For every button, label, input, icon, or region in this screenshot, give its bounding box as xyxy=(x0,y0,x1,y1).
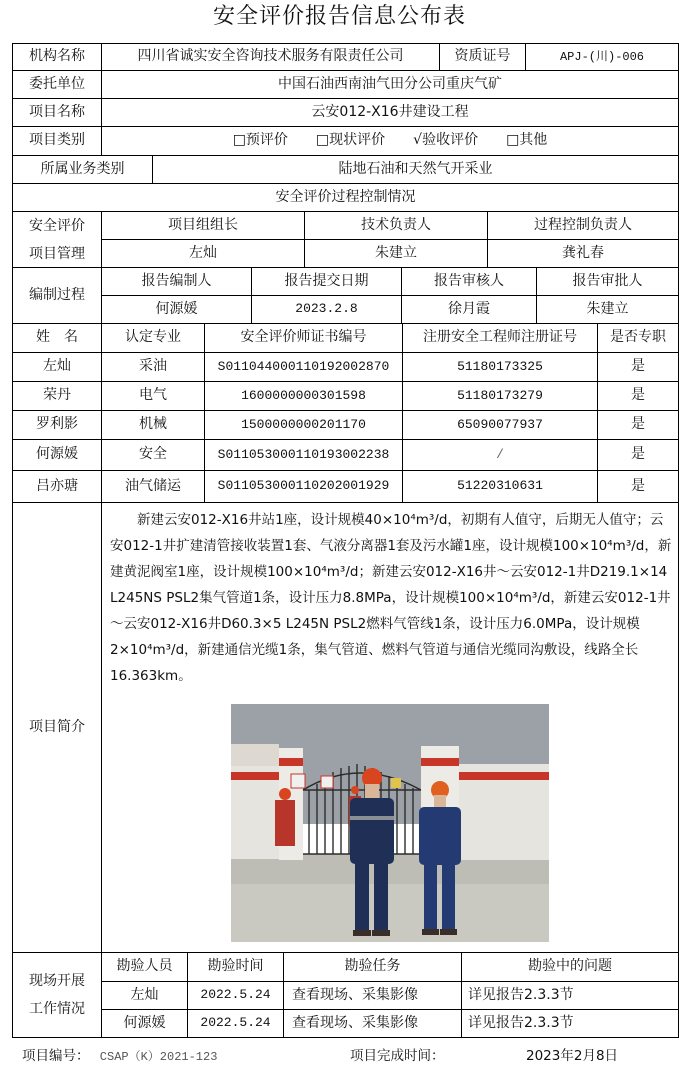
site-header-task: 勘验任务 xyxy=(283,952,462,982)
staff-header-fulltime: 是否专职 xyxy=(597,323,679,353)
type-label: 项目类别 xyxy=(12,126,102,156)
compilation-header-date: 报告提交日期 xyxy=(251,267,402,296)
process-heading: 安全评价过程控制情况 xyxy=(12,183,679,212)
staff-row-1-cert: S011044000110192002870 xyxy=(204,352,403,382)
org-value: 四川省诚实安全咨询技术服务有限责任公司 xyxy=(101,43,440,71)
staff-row-2-name: 荣丹 xyxy=(12,381,102,411)
org-label: 机构名称 xyxy=(12,43,102,71)
staff-header-major: 认定专业 xyxy=(101,323,205,353)
staff-row-1-major: 采油 xyxy=(101,352,205,382)
cert-label: 资质证号 xyxy=(439,43,526,71)
staff-row-4-reg: / xyxy=(402,439,598,471)
staff-row-3-cert: 1500000000201170 xyxy=(204,410,403,440)
site-row-2-inspector: 何源媛 xyxy=(101,1009,188,1038)
staff-row-1-fulltime: 是 xyxy=(597,352,679,382)
client-label: 委托单位 xyxy=(12,70,102,99)
management-header-control: 过程控制负责人 xyxy=(487,211,679,240)
staff-row-4-name: 何源媛 xyxy=(12,439,102,471)
staff-row-2-fulltime: 是 xyxy=(597,381,679,411)
staff-header-cert: 安全评价师证书编号 xyxy=(204,323,403,353)
footer-project-no xyxy=(22,1044,217,1064)
type-option-acceptance: √验收评价 xyxy=(413,132,479,149)
staff-row-5-fulltime: 是 xyxy=(597,470,679,503)
staff-row-5-cert: S011053000110202001929 xyxy=(204,470,403,503)
staff-row-4-major: 安全 xyxy=(101,439,205,471)
compilation-value-date: 2023.2.8 xyxy=(251,295,402,324)
management-value-tech: 朱建立 xyxy=(304,239,488,268)
management-value-leader: 左灿 xyxy=(101,239,305,268)
type-option-current: □现状评价 xyxy=(315,132,386,149)
site-row-1-time: 2022.5.24 xyxy=(187,981,284,1010)
type-options xyxy=(101,126,679,156)
staff-row-4-fulltime: 是 xyxy=(597,439,679,471)
project-label: 项目名称 xyxy=(12,98,102,127)
staff-header-name: 姓 名 xyxy=(12,323,102,353)
staff-row-2-cert: 1600000000301598 xyxy=(204,381,403,411)
compilation-value-author: 何源媛 xyxy=(101,295,252,324)
footer-project-no-label: 项目编号： xyxy=(22,1048,90,1064)
site-header-issues: 勘验中的问题 xyxy=(461,952,679,982)
compilation-header-reviewer: 报告审核人 xyxy=(401,267,537,296)
type-option-pre: □预评价 xyxy=(232,132,288,149)
type-option-other: □其他 xyxy=(506,132,548,149)
staff-row-5-name: 吕亦瑭 xyxy=(12,470,102,503)
site-header-time: 勘验时间 xyxy=(187,952,284,982)
project-value: 云安012-X16井建设工程 xyxy=(101,98,679,127)
compilation-value-reviewer: 徐月霞 xyxy=(401,295,537,324)
site-row-1-issues: 详见报告2.3.3节 xyxy=(461,981,679,1010)
staff-row-1-name: 左灿 xyxy=(12,352,102,382)
site-row-1-task: 查看现场、采集影像 xyxy=(283,981,462,1010)
compilation-header-approver: 报告审批人 xyxy=(536,267,679,296)
staff-row-2-reg: 51180173279 xyxy=(402,381,598,411)
compilation-label: 编制过程 xyxy=(12,267,102,324)
staff-row-3-major: 机械 xyxy=(101,410,205,440)
staff-row-5-major: 油气储运 xyxy=(101,470,205,503)
compilation-header-author: 报告编制人 xyxy=(101,267,252,296)
staff-row-5-reg: 51220310631 xyxy=(402,470,598,503)
footer-completion-date: 2023年2月8日 xyxy=(526,1048,619,1064)
management-header-tech: 技术负责人 xyxy=(304,211,488,240)
footer-project-no-value: CSAP（K）2021-123 xyxy=(99,1050,218,1064)
site-photo xyxy=(231,704,549,942)
site-row-2-time: 2022.5.24 xyxy=(187,1009,284,1038)
page-title: 安全评价报告信息公布表 xyxy=(212,4,466,29)
site-row-1-inspector: 左灿 xyxy=(101,981,188,1010)
management-label-line1: 安全评价 xyxy=(29,217,85,234)
staff-row-1-reg: 51180173325 xyxy=(402,352,598,382)
footer-completion-label: 项目完成时间： xyxy=(350,1048,445,1064)
management-label-line2: 项目管理 xyxy=(29,245,85,262)
staff-header-reg: 注册安全工程师注册证号 xyxy=(402,323,598,353)
management-value-control: 龚礼春 xyxy=(487,239,679,268)
staff-row-3-fulltime: 是 xyxy=(597,410,679,440)
site-row-2-task: 查看现场、采集影像 xyxy=(283,1009,462,1038)
business-label: 所属业务类别 xyxy=(12,155,153,184)
cert-value: APJ-(川)-006 xyxy=(525,43,679,71)
management-label xyxy=(12,211,102,268)
staff-row-2-major: 电气 xyxy=(101,381,205,411)
staff-row-3-reg: 65090077937 xyxy=(402,410,598,440)
staff-row-3-name: 罗利影 xyxy=(12,410,102,440)
site-label-line1: 现场开展 xyxy=(29,973,85,989)
site-label xyxy=(12,952,102,1038)
summary-label: 项目简介 xyxy=(12,502,102,953)
site-label-line2: 工作情况 xyxy=(29,1001,85,1017)
client-value: 中国石油西南油气田分公司重庆气矿 xyxy=(101,70,679,99)
site-row-2-issues: 详见报告2.3.3节 xyxy=(461,1009,679,1038)
staff-row-4-cert: S011053000110193002238 xyxy=(204,439,403,471)
compilation-value-approver: 朱建立 xyxy=(536,295,679,324)
footer-completion xyxy=(350,1044,445,1064)
management-header-leader: 项目组组长 xyxy=(101,211,305,240)
business-value: 陆地石油和天然气开采业 xyxy=(152,155,679,184)
site-header-inspector: 勘验人员 xyxy=(101,952,188,982)
summary-text: 新建云安012-X16井站1座，设计规模40×10⁴m³/d，初期有人值守，后期无人值守；云安012-1井扩建清管接收装置1套、气液分离器1套及污水罐1座，设计规模100×10⁴m³/d，新建黄泥阀室1座，设计规模100×10⁴m³/d；新建云安012-X16井～云安012-1井D219.1×14 L245NS PSL2集气管道1条，设计压力8.8MPa，设计规模100×10⁴m³/d，新建云安012-1井～云安012-X16井D60.3×5 L245N PSL2燃料气管线1条，设计压力6.0MPa，设计规模2×10⁴m³/d，新建通信光缆1条，集气管道、燃料气管道与通信光缆同沟敷设，线路全长16.363km。 xyxy=(110,512,672,684)
